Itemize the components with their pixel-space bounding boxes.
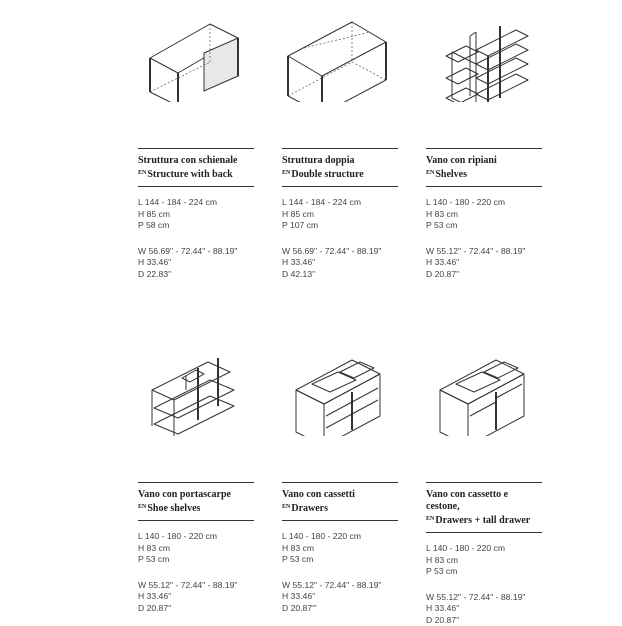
title-english: Shelves (435, 169, 467, 180)
drawer-and-tall-drawer-unit-drawing (426, 350, 542, 436)
title-italian: Vano con cassetto e cestone, (426, 489, 542, 513)
imperial-height: H 33.46" (138, 257, 254, 269)
imperial-height: H 33.46" (426, 603, 542, 615)
imperial-depth: D 20.87" (426, 269, 542, 281)
imperial-height: H 33.46" (138, 591, 254, 603)
shelves-unit-drawing (426, 16, 542, 102)
metric-width: L 144 - 184 - 224 cm (282, 197, 398, 209)
item-title (138, 149, 254, 186)
shoe-shelves-unit-drawing (138, 350, 254, 436)
imperial-height: H 33.46" (426, 257, 542, 269)
imperial-width: W 56.69" - 72.44" - 88.19" (282, 246, 398, 258)
en-tag: EN (426, 516, 434, 522)
product-drawers-tall-drawer (426, 350, 542, 626)
double-structure-drawing (282, 16, 398, 102)
product-structure-with-back (138, 16, 254, 280)
imperial-height: H 33.46" (282, 591, 398, 603)
imperial-width: W 55.12" - 72.44" - 88.19" (138, 580, 254, 592)
structure-with-back-drawing (138, 16, 254, 102)
item-title (138, 483, 254, 520)
metric-dimensions (426, 197, 542, 280)
metric-depth: P 53 cm (426, 566, 542, 578)
imperial-width: W 55.12" - 72.44" - 88.19" (426, 246, 542, 258)
metric-height: H 85 cm (138, 209, 254, 221)
metric-width: L 144 - 184 - 224 cm (138, 197, 254, 209)
title-english: Drawers + tall drawer (435, 515, 530, 526)
metric-dimensions (282, 197, 398, 280)
imperial-width: W 55.12" - 72.44" - 88.19" (426, 592, 542, 604)
imperial-width: W 55.12" - 72.44" - 88.19" (282, 580, 398, 592)
product-shelves (426, 16, 542, 280)
metric-height: H 83 cm (138, 543, 254, 555)
item-title (282, 149, 398, 186)
en-tag: EN (426, 170, 434, 176)
metric-dimensions (282, 531, 398, 614)
title-english: Double structure (291, 169, 363, 180)
title-rule-bottom (138, 520, 254, 521)
drawers-unit-drawing (282, 350, 398, 436)
title-english: Structure with back (147, 169, 232, 180)
metric-depth: P 53 cm (138, 554, 254, 566)
title-italian: Struttura con schienale (138, 155, 254, 167)
product-drawers (282, 350, 398, 614)
title-rule-bottom (282, 186, 398, 187)
imperial-depth: D 20.87" (426, 615, 542, 626)
imperial-width: W 56.69" - 72.44" - 88.19" (138, 246, 254, 258)
metric-height: H 83 cm (282, 543, 398, 555)
en-tag: EN (138, 504, 146, 510)
title-english: Drawers (291, 503, 328, 514)
item-title (426, 149, 542, 186)
item-title (426, 483, 542, 532)
product-double-structure (282, 16, 398, 280)
imperial-depth: D 20.87" (138, 603, 254, 615)
title-rule-bottom (426, 186, 542, 187)
title-rule-bottom (282, 520, 398, 521)
title-italian: Vano con cassetti (282, 489, 398, 501)
title-italian: Struttura doppia (282, 155, 398, 167)
metric-width: L 140 - 180 - 220 cm (426, 197, 542, 209)
metric-depth: P 53 cm (426, 220, 542, 232)
metric-depth: P 107 cm (282, 220, 398, 232)
metric-width: L 140 - 180 - 220 cm (138, 531, 254, 543)
imperial-depth: D 22.83" (138, 269, 254, 281)
imperial-height: H 33.46" (282, 257, 398, 269)
metric-width: L 140 - 180 - 220 cm (282, 531, 398, 543)
item-title (282, 483, 398, 520)
metric-depth: P 58 cm (138, 220, 254, 232)
title-rule-bottom (426, 532, 542, 533)
metric-width: L 140 - 180 - 220 cm (426, 543, 542, 555)
metric-dimensions (426, 543, 542, 626)
metric-height: H 85 cm (282, 209, 398, 221)
en-tag: EN (138, 170, 146, 176)
metric-dimensions (138, 197, 254, 280)
product-shoe-shelves (138, 350, 254, 614)
imperial-depth: D 42.13" (282, 269, 398, 281)
metric-height: H 83 cm (426, 209, 542, 221)
metric-height: H 83 cm (426, 555, 542, 567)
imperial-depth: D 20.87"' (282, 603, 398, 615)
metric-dimensions (138, 531, 254, 614)
title-rule-bottom (138, 186, 254, 187)
en-tag: EN (282, 170, 290, 176)
title-italian: Vano con portascarpe (138, 489, 254, 501)
metric-depth: P 53 cm (282, 554, 398, 566)
en-tag: EN (282, 504, 290, 510)
title-italian: Vano con ripiani (426, 155, 542, 167)
title-english: Shoe shelves (147, 503, 200, 514)
